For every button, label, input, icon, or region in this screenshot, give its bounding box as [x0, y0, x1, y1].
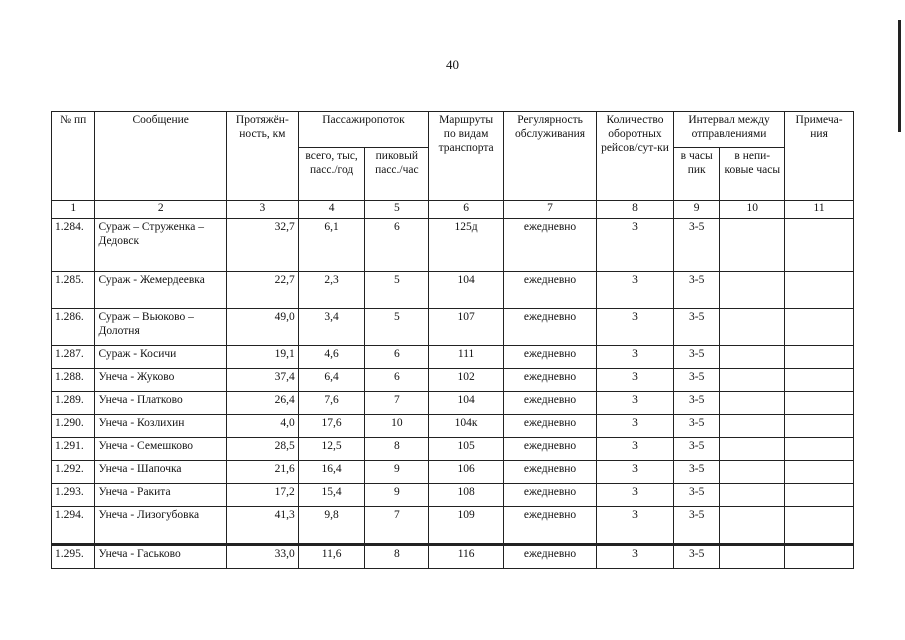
regularity-cell: ежедневно: [504, 309, 597, 346]
notes-cell: [785, 369, 854, 392]
annual-passengers-cell: 12,5: [298, 438, 365, 461]
offpeak-interval-cell: [720, 545, 785, 569]
notes-cell: [785, 346, 854, 369]
row-number-cell: 1.287.: [52, 346, 95, 369]
route-number-cell: 125д: [429, 219, 504, 272]
trips-cell: 3: [597, 545, 674, 569]
trips-cell: 3: [597, 392, 674, 415]
offpeak-interval-cell: [720, 272, 785, 309]
annual-passengers-cell: 6,4: [298, 369, 365, 392]
length-cell: 37,4: [226, 369, 298, 392]
page-number: 40: [446, 57, 459, 72]
trips-cell: 3: [597, 484, 674, 507]
length-cell: 17,2: [226, 484, 298, 507]
length-cell: 4,0: [226, 415, 298, 438]
column-number: 10: [720, 201, 785, 219]
peak-passengers-cell: 5: [365, 272, 429, 309]
peak-interval-cell: 3-5: [673, 219, 720, 272]
table-row: [52, 438, 854, 461]
header-trips: Количество оборотных рейсов/сут-ки: [597, 112, 674, 201]
regularity-cell: ежедневно: [504, 346, 597, 369]
peak-passengers-cell: 6: [365, 346, 429, 369]
regularity-cell: ежедневно: [504, 272, 597, 309]
peak-passengers-cell: 5: [365, 309, 429, 346]
route-name-cell: Сураж – Вьюково – Долотня: [95, 309, 226, 346]
offpeak-interval-cell: [720, 369, 785, 392]
length-cell: 19,1: [226, 346, 298, 369]
row-number-cell: 1.290.: [52, 415, 95, 438]
notes-cell: [785, 438, 854, 461]
peak-interval-cell: 3-5: [673, 461, 720, 484]
peak-interval-cell: 3-5: [673, 507, 720, 545]
annual-passengers-cell: 3,4: [298, 309, 365, 346]
length-cell: 41,3: [226, 507, 298, 545]
regularity-cell: ежедневно: [504, 219, 597, 272]
route-name-cell: Сураж - Жемердеевка: [95, 272, 226, 309]
offpeak-interval-cell: [720, 309, 785, 346]
route-name-cell: Унеча - Гаськово: [95, 545, 226, 569]
length-cell: 32,7: [226, 219, 298, 272]
header-int-peak: в часы пик: [673, 148, 720, 201]
table-row: [52, 392, 854, 415]
annual-passengers-cell: 11,6: [298, 545, 365, 569]
regularity-cell: ежедневно: [504, 415, 597, 438]
row-number-cell: 1.289.: [52, 392, 95, 415]
header-int-offpeak: в непи-ковые часы: [720, 148, 785, 201]
peak-passengers-cell: 8: [365, 545, 429, 569]
offpeak-interval-cell: [720, 392, 785, 415]
notes-cell: [785, 219, 854, 272]
row-number-cell: 1.284.: [52, 219, 95, 272]
length-cell: 28,5: [226, 438, 298, 461]
route-name-cell: Унеча - Лизогубовка: [95, 507, 226, 545]
annual-passengers-cell: 15,4: [298, 484, 365, 507]
peak-passengers-cell: 7: [365, 507, 429, 545]
notes-cell: [785, 309, 854, 346]
route-number-cell: 116: [429, 545, 504, 569]
trips-cell: 3: [597, 369, 674, 392]
route-name-cell: Унеча - Семешково: [95, 438, 226, 461]
table-row: [52, 346, 854, 369]
route-number-cell: 104: [429, 392, 504, 415]
trips-cell: 3: [597, 272, 674, 309]
route-name-cell: Унеча - Ракита: [95, 484, 226, 507]
route-name-cell: Сураж – Струженка – Дедовск: [95, 219, 226, 272]
offpeak-interval-cell: [720, 219, 785, 272]
annual-passengers-cell: 4,6: [298, 346, 365, 369]
route-name-cell: Унеча - Платково: [95, 392, 226, 415]
offpeak-interval-cell: [720, 346, 785, 369]
table-row: [52, 484, 854, 507]
regularity-cell: ежедневно: [504, 461, 597, 484]
row-number-cell: 1.292.: [52, 461, 95, 484]
column-number: 11: [785, 201, 854, 219]
column-number: 2: [95, 201, 226, 219]
offpeak-interval-cell: [720, 438, 785, 461]
column-number: 8: [597, 201, 674, 219]
annual-passengers-cell: 9,8: [298, 507, 365, 545]
peak-passengers-cell: 8: [365, 438, 429, 461]
row-number-cell: 1.288.: [52, 369, 95, 392]
header-route: Сообщение: [95, 112, 226, 201]
notes-cell: [785, 507, 854, 545]
peak-passengers-cell: 9: [365, 484, 429, 507]
trips-cell: 3: [597, 346, 674, 369]
table-row: [52, 461, 854, 484]
trips-cell: 3: [597, 219, 674, 272]
column-number: 3: [226, 201, 298, 219]
trips-cell: 3: [597, 461, 674, 484]
header-notes: Примеча-ния: [785, 112, 854, 201]
row-number-cell: 1.293.: [52, 484, 95, 507]
route-name-cell: Унеча - Жуково: [95, 369, 226, 392]
header-interval: Интервал между отправлениями: [673, 112, 784, 148]
annual-passengers-cell: 2,3: [298, 272, 365, 309]
header-pf-total: всего, тыс, пасс./год: [298, 148, 365, 201]
route-number-cell: 111: [429, 346, 504, 369]
route-name-cell: Унеча - Шапочка: [95, 461, 226, 484]
length-cell: 22,7: [226, 272, 298, 309]
offpeak-interval-cell: [720, 461, 785, 484]
notes-cell: [785, 545, 854, 569]
annual-passengers-cell: 17,6: [298, 415, 365, 438]
peak-interval-cell: 3-5: [673, 272, 720, 309]
length-cell: 49,0: [226, 309, 298, 346]
route-number-cell: 104к: [429, 415, 504, 438]
column-number: 7: [504, 201, 597, 219]
table-row: [52, 415, 854, 438]
column-number-row: [52, 201, 854, 219]
length-cell: 26,4: [226, 392, 298, 415]
regularity-cell: ежедневно: [504, 438, 597, 461]
regularity-cell: ежедневно: [504, 392, 597, 415]
length-cell: 33,0: [226, 545, 298, 569]
row-number-cell: 1.291.: [52, 438, 95, 461]
route-name-cell: Унеча - Козлихин: [95, 415, 226, 438]
regularity-cell: ежедневно: [504, 369, 597, 392]
peak-interval-cell: 3-5: [673, 369, 720, 392]
notes-cell: [785, 461, 854, 484]
length-cell: 21,6: [226, 461, 298, 484]
route-number-cell: 108: [429, 484, 504, 507]
column-number: 1: [52, 201, 95, 219]
peak-interval-cell: 3-5: [673, 415, 720, 438]
column-number: 5: [365, 201, 429, 219]
row-number-cell: 1.285.: [52, 272, 95, 309]
margin-rule: [898, 20, 901, 132]
header-num: № пп: [52, 112, 95, 201]
column-number: 4: [298, 201, 365, 219]
row-number-cell: 1.295.: [52, 545, 95, 569]
notes-cell: [785, 272, 854, 309]
row-number-cell: 1.286.: [52, 309, 95, 346]
route-number-cell: 102: [429, 369, 504, 392]
regularity-cell: ежедневно: [504, 507, 597, 545]
trips-cell: 3: [597, 415, 674, 438]
annual-passengers-cell: 16,4: [298, 461, 365, 484]
header-routes-by-transport: Маршруты по видам транспорта: [429, 112, 504, 201]
route-number-cell: 105: [429, 438, 504, 461]
table-row: [52, 369, 854, 392]
column-number: 6: [429, 201, 504, 219]
table-row: [52, 309, 854, 346]
header-regularity: Регулярность обслуживания: [504, 112, 597, 201]
peak-passengers-cell: 6: [365, 369, 429, 392]
route-name-cell: Сураж - Косичи: [95, 346, 226, 369]
route-number-cell: 107: [429, 309, 504, 346]
table-row: [52, 545, 854, 569]
header-pf-peak: пиковый пасс./час: [365, 148, 429, 201]
route-number-cell: 109: [429, 507, 504, 545]
route-number-cell: 104: [429, 272, 504, 309]
notes-cell: [785, 415, 854, 438]
peak-interval-cell: 3-5: [673, 346, 720, 369]
peak-interval-cell: 3-5: [673, 309, 720, 346]
annual-passengers-cell: 6,1: [298, 219, 365, 272]
offpeak-interval-cell: [720, 484, 785, 507]
route-number-cell: 106: [429, 461, 504, 484]
routes-table: [51, 111, 854, 569]
header-length: Протяжён-ность, км: [226, 112, 298, 201]
row-number-cell: 1.294.: [52, 507, 95, 545]
notes-cell: [785, 392, 854, 415]
notes-cell: [785, 484, 854, 507]
regularity-cell: ежедневно: [504, 545, 597, 569]
peak-passengers-cell: 7: [365, 392, 429, 415]
table-row: [52, 272, 854, 309]
table-row: [52, 507, 854, 545]
column-number: 9: [673, 201, 720, 219]
offpeak-interval-cell: [720, 415, 785, 438]
peak-passengers-cell: 9: [365, 461, 429, 484]
regularity-cell: ежедневно: [504, 484, 597, 507]
trips-cell: 3: [597, 309, 674, 346]
peak-interval-cell: 3-5: [673, 438, 720, 461]
peak-passengers-cell: 6: [365, 219, 429, 272]
offpeak-interval-cell: [720, 507, 785, 545]
table-row: [52, 219, 854, 272]
trips-cell: 3: [597, 507, 674, 545]
trips-cell: 3: [597, 438, 674, 461]
header-passenger-flow: Пассажиропоток: [298, 112, 428, 148]
peak-interval-cell: 3-5: [673, 484, 720, 507]
annual-passengers-cell: 7,6: [298, 392, 365, 415]
peak-interval-cell: 3-5: [673, 392, 720, 415]
table-header: [52, 112, 854, 219]
peak-interval-cell: 3-5: [673, 545, 720, 569]
table-body: [52, 219, 854, 569]
peak-passengers-cell: 10: [365, 415, 429, 438]
